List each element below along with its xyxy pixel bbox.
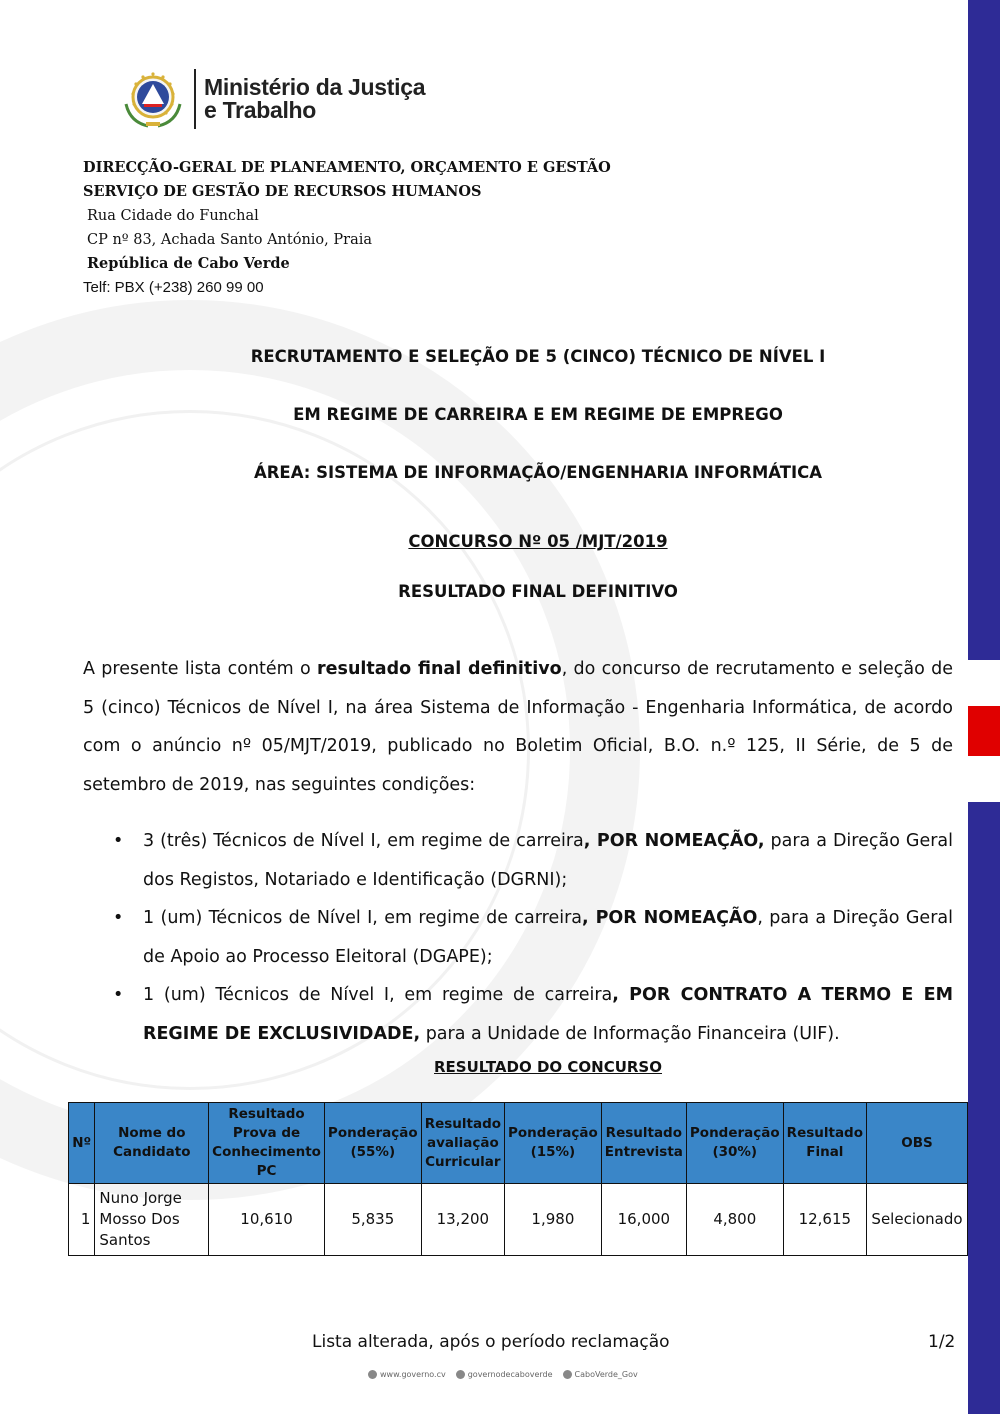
- col-header-interview-result: Resultado Entrevista: [601, 1103, 686, 1184]
- col-header-name: Nome do Candidato: [95, 1103, 209, 1184]
- col-header-obs: OBS: [867, 1103, 968, 1184]
- results-table: [68, 1102, 968, 1256]
- social-links: [368, 1370, 638, 1379]
- col-header-interview-weight: Ponderação (30%): [686, 1103, 783, 1184]
- area-subtitle: ÁREA: SISTEMA DE INFORMAÇÃO/ENGENHARIA INFORMÁTICA: [253, 463, 823, 482]
- cell-pc-result: 10,610: [209, 1184, 325, 1256]
- col-header-pc-weight: Ponderação (55%): [324, 1103, 421, 1184]
- col-header-pc-result: Resultado Prova de Conhecimento PC: [209, 1103, 325, 1184]
- service-name: SERVIÇO DE GESTÃO DE RECURSOS HUMANOS: [83, 183, 482, 200]
- list-item: • 1 (um) Técnicos de Nível I, em regime de carreira, POR NOMEAÇÃO, para a Direção Geral de Apoio ao Processo Eleitoral (DGAPE);: [143, 899, 953, 976]
- contest-number: CONCURSO Nº 05 /MJT/2019: [408, 532, 668, 551]
- ministry-name: Ministério da Justiça e Trabalho: [204, 74, 426, 123]
- facebook-link[interactable]: governodecaboverde: [456, 1370, 553, 1379]
- cell-pc-weight: 5,835: [324, 1184, 421, 1256]
- sidebar-stripe-red: [968, 706, 1000, 756]
- cell-candidate-name: Nuno Jorge Mosso Dos Santos: [95, 1184, 209, 1256]
- results-table-title: RESULTADO DO CONCURSO: [434, 1058, 662, 1076]
- col-header-number: Nº: [69, 1103, 95, 1184]
- ministry-logo: [118, 64, 425, 134]
- sidebar-stripe-blue-bottom: [968, 802, 1000, 1414]
- phone-number: Telf: PBX (+238) 260 99 00: [83, 279, 264, 296]
- twitter-link[interactable]: CaboVerde_Gov: [563, 1370, 638, 1379]
- document-title: RECRUTAMENTO E SELEÇÃO DE 5 (CINCO) TÉCNICO DE NÍVEL I: [250, 347, 826, 366]
- list-item: • 3 (três) Técnicos de Nível I, em regime de carreira, POR NOMEAÇÃO, para a Direção Geral dos Registos, Notariado e Identificação (DGRNI);: [143, 822, 953, 899]
- list-item: • 1 (um) Técnicos de Nível I, em regime de carreira, POR CONTRATO A TERMO E EM REGIME DE EXCLUSIVIDADE, para a Unidade de Informação Financeira (UIF).: [143, 976, 953, 1053]
- street-address: Rua Cidade do Funchal: [87, 208, 259, 224]
- sidebar-stripe-blue-top: [968, 0, 1000, 660]
- cell-final-result: 12,615: [783, 1184, 866, 1256]
- regime-subtitle: EM REGIME DE CARREIRA E EM REGIME DE EMPREGO: [293, 405, 783, 424]
- table-header-row: [69, 1103, 968, 1184]
- facebook-icon: [456, 1370, 465, 1379]
- cell-curriculum-result: 13,200: [421, 1184, 504, 1256]
- result-heading: RESULTADO FINAL DEFINITIVO: [398, 582, 678, 601]
- conditions-list: [143, 822, 953, 1053]
- footer-note: Lista alterada, após o período reclamação: [312, 1332, 670, 1352]
- page-number: 1/2: [928, 1332, 956, 1352]
- table-row: [69, 1184, 968, 1256]
- cell-interview-result: 16,000: [601, 1184, 686, 1256]
- logo-divider: [194, 69, 196, 129]
- cell-curriculum-weight: 1,980: [505, 1184, 602, 1256]
- sender-address-block: [83, 156, 611, 300]
- twitter-icon: [563, 1370, 572, 1379]
- col-header-final-result: Resultado Final: [783, 1103, 866, 1184]
- directorate-name: DIRECÇÃO-GERAL DE PLANEAMENTO, ORÇAMENTO E GESTÃO: [83, 159, 611, 176]
- website-link[interactable]: www.governo.cv: [368, 1370, 446, 1379]
- postal-address: CP nº 83, Achada Santo António, Praia: [87, 232, 372, 248]
- coat-of-arms-icon: [118, 64, 188, 134]
- cell-number: 1: [69, 1184, 95, 1256]
- intro-paragraph: A presente lista contém o resultado final definitivo, do concurso de recrutamento e seleção de 5 (cinco) Técnicos de Nível I, na área Sistema de Informação - Engenharia Informática, de acordo com o anúncio nº 05/MJT/2019, publicado no Boletim Oficial, B.O. n.º 125, II Série, de 5 de setembro de 2019, nas seguintes condições:: [83, 659, 954, 795]
- cell-obs: Selecionado: [867, 1184, 968, 1256]
- cell-interview-weight: 4,800: [686, 1184, 783, 1256]
- country-name: República de Cabo Verde: [87, 255, 290, 272]
- globe-icon: [368, 1370, 377, 1379]
- col-header-curriculum-weight: Ponderação (15%): [505, 1103, 602, 1184]
- col-header-curriculum-result: Resultado avaliação Curricular: [421, 1103, 504, 1184]
